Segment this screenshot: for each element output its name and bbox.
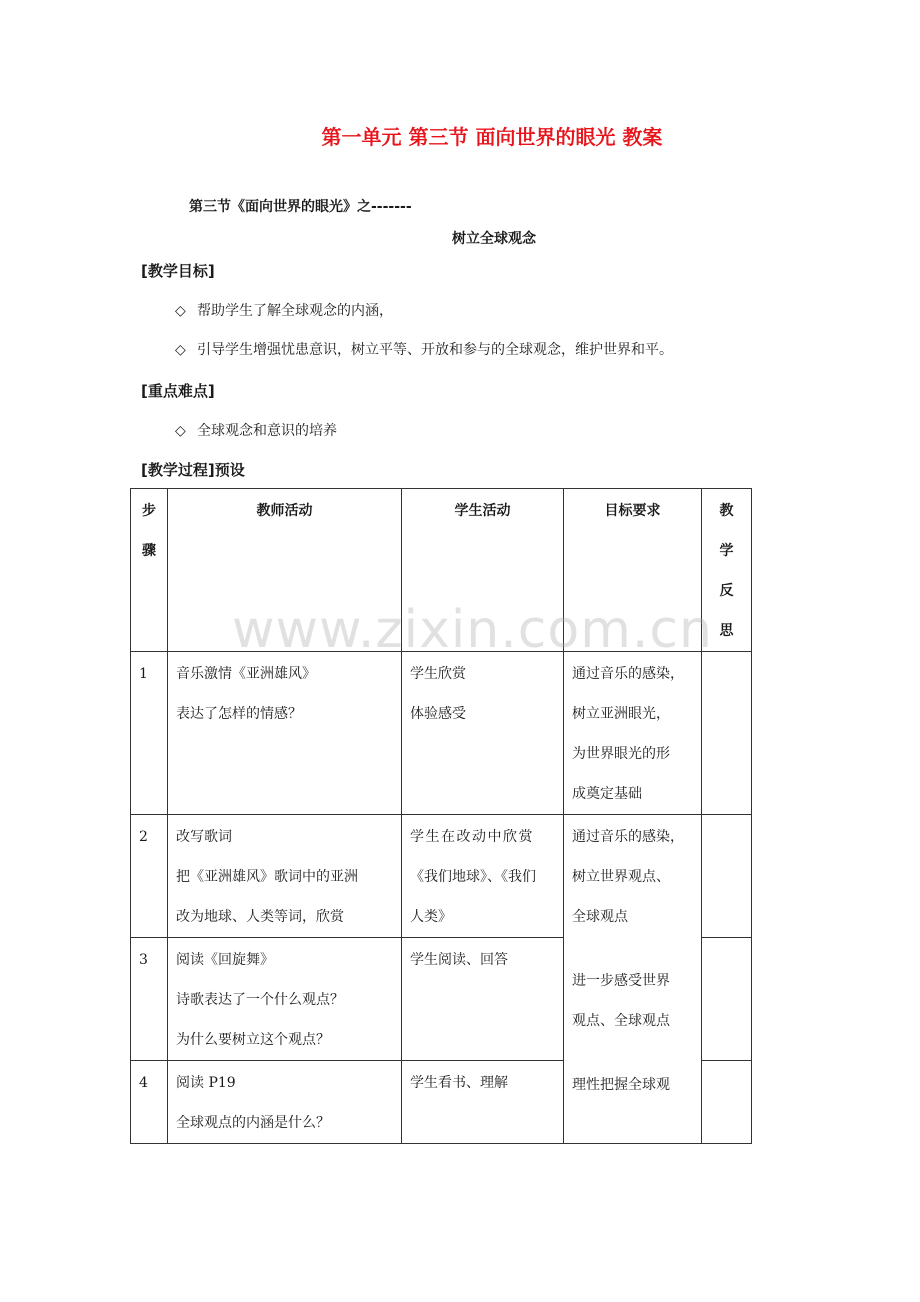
section-heading-process: [教学过程]预设 [141, 461, 245, 479]
step-number: 3 [131, 938, 168, 1061]
lesson-plan-table [130, 488, 752, 1144]
reflection-cell [702, 815, 752, 938]
diamond-bullet-icon: ◇ [175, 423, 186, 439]
step-number: 4 [131, 1061, 168, 1144]
goal-item [175, 300, 393, 320]
step-number: 2 [131, 815, 168, 938]
header-teacher-activity: 教师活动 [168, 489, 402, 652]
diamond-bullet-icon: ◇ [175, 342, 186, 358]
student-activity: 学生在改动中欣赏 《我们地球》、《我们 人类》 [402, 815, 564, 938]
goal-text: 引导学生增强忧患意识，树立平等、开放和参与的全球观念，维护世界和平。 [197, 342, 673, 358]
goal-text: 帮助学生了解全球观念的内涵， [197, 303, 393, 319]
student-activity: 学生看书、理解 [402, 1061, 564, 1144]
teacher-activity: 阅读 P19 全球观点的内涵是什么？ [168, 1061, 402, 1144]
reflection-cell [702, 652, 752, 815]
document-title: 第一单元 第三节 面向世界的眼光 教案 [321, 125, 663, 149]
student-activity: 学生欣赏 体验感受 [402, 652, 564, 815]
teacher-activity: 改写歌词 把《亚洲雄风》歌词中的亚洲 改为地球、人类等词，欣赏 [168, 815, 402, 938]
watermark-text: www.zixin.com.cn [232, 600, 713, 660]
header-student-activity: 学生活动 [402, 489, 564, 652]
lesson-topic: 树立全球观念 [452, 231, 536, 247]
key-point-text: 全球观念和意识的培养 [197, 423, 337, 439]
header-goal: 目标要求 [564, 489, 702, 652]
reflection-cell [702, 1061, 752, 1144]
header-reflection: 教 学 反 思 [702, 489, 752, 652]
section-heading-key-points: [重点难点] [141, 382, 215, 400]
lesson-subtitle: 第三节《面向世界的眼光》之------- [189, 199, 412, 215]
goal-requirement: 通过音乐的感染， 树立世界观点、 全球观点 进一步感受世界 观点、全球观点 理性把握全球观 [564, 815, 702, 1144]
step-number: 1 [131, 652, 168, 815]
diamond-bullet-icon: ◇ [175, 303, 186, 319]
teacher-activity: 阅读《回旋舞》 诗歌表达了一个什么观点？ 为什么要树立这个观点？ [168, 938, 402, 1061]
table-row [131, 652, 752, 815]
teacher-activity: 音乐激情《亚洲雄风》 表达了怎样的情感？ [168, 652, 402, 815]
table-row [131, 815, 752, 938]
section-heading-goals: [教学目标] [141, 262, 215, 280]
student-activity: 学生阅读、回答 [402, 938, 564, 1061]
reflection-cell [702, 938, 752, 1061]
header-step: 步 骤 [131, 489, 168, 652]
goal-requirement: 通过音乐的感染， 树立亚洲眼光， 为世界眼光的形 成奠定基础 [564, 652, 702, 815]
key-point-item [175, 420, 337, 440]
goal-item [175, 339, 673, 359]
